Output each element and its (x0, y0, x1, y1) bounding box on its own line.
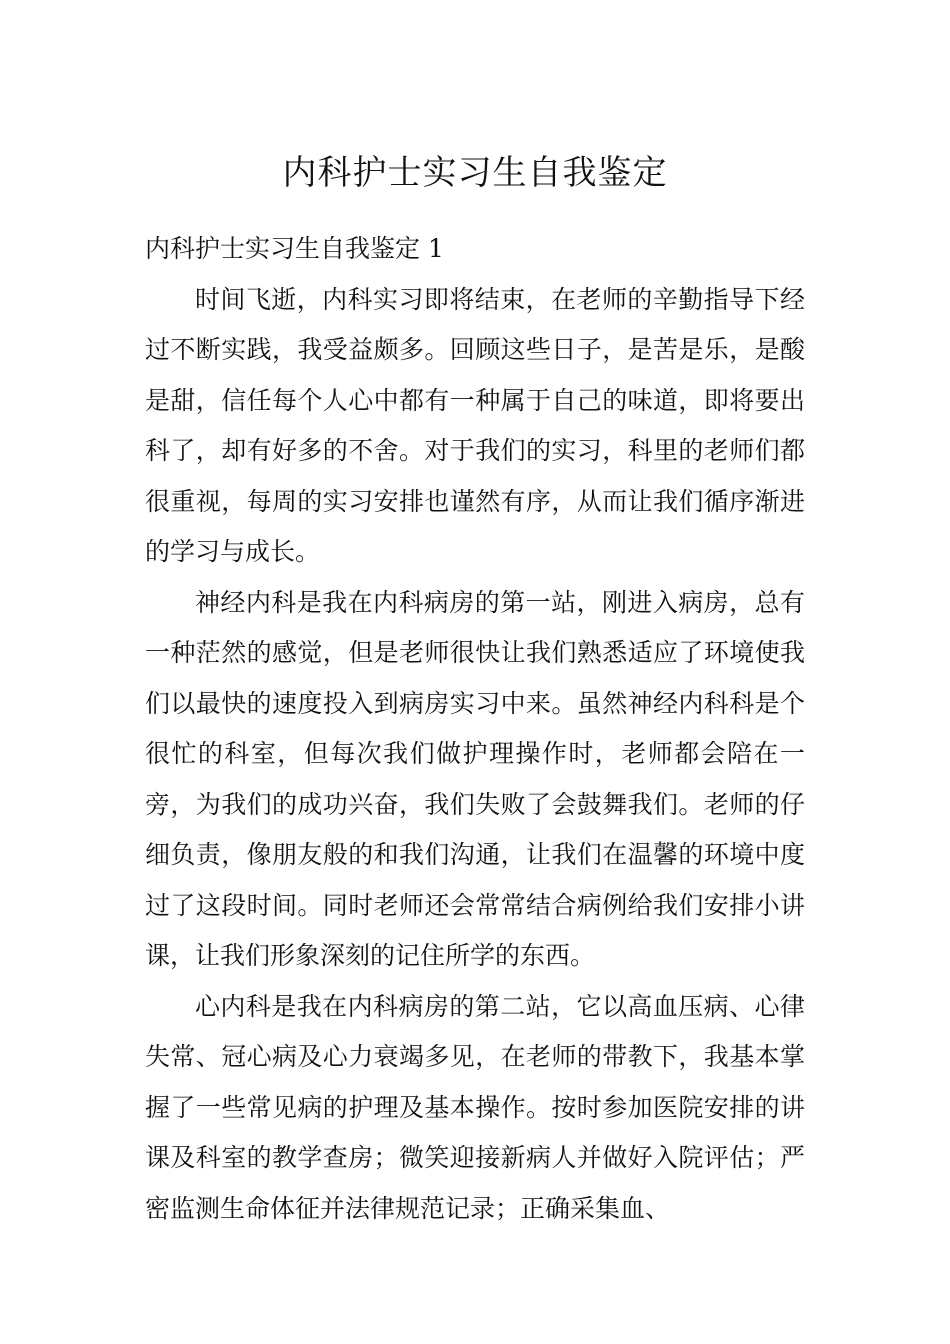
paragraph-1: 时间飞逝，内科实习即将结束，在老师的辛勤指导下经过不断实践，我受益颇多。回顾这些日子，是苦是乐，是酸是甜，信任每个人心中都有一种属于自己的味道，即将要出科了，却有好多的不舍。对于我们的实习，科里的老师们都很重视，每周的实习安排也谨然有序，从而让我们循序渐进的学习与成长。 (145, 284, 805, 566)
section-heading: 内科护士实习生自我鉴定 1 (145, 234, 444, 263)
document-body (145, 224, 805, 1234)
document-title: 内科护士实习生自我鉴定 (282, 152, 668, 193)
paragraph-2: 神经内科是我在内科病房的第一站，刚进入病房，总有一种茫然的感觉，但是老师很快让我们熟悉适应了环境使我们以最快的速度投入到病房实习中来。虽然神经内科科是个很忙的科室，但每次我们做护理操作时，老师都会陪在一旁，为我们的成功兴奋，我们失败了会鼓舞我们。老师的仔细负责，像朋友般的和我们沟通，让我们在温馨的环境中度过了这段时间。同时老师还会常常结合病例给我们安排小讲课，让我们形象深刻的记住所学的东西。 (145, 587, 805, 970)
paragraph-3: 心内科是我在内科病房的第二站，它以高血压病、心律失常、冠心病及心力衰竭多见，在老师的带教下，我基本掌握了一些常见病的护理及基本操作。按时参加医院安排的讲课及科室的教学查房；微笑迎接新病人并做好入院评估；严密监测生命体征并法律规范记录；正确采集血、 (145, 991, 805, 1223)
